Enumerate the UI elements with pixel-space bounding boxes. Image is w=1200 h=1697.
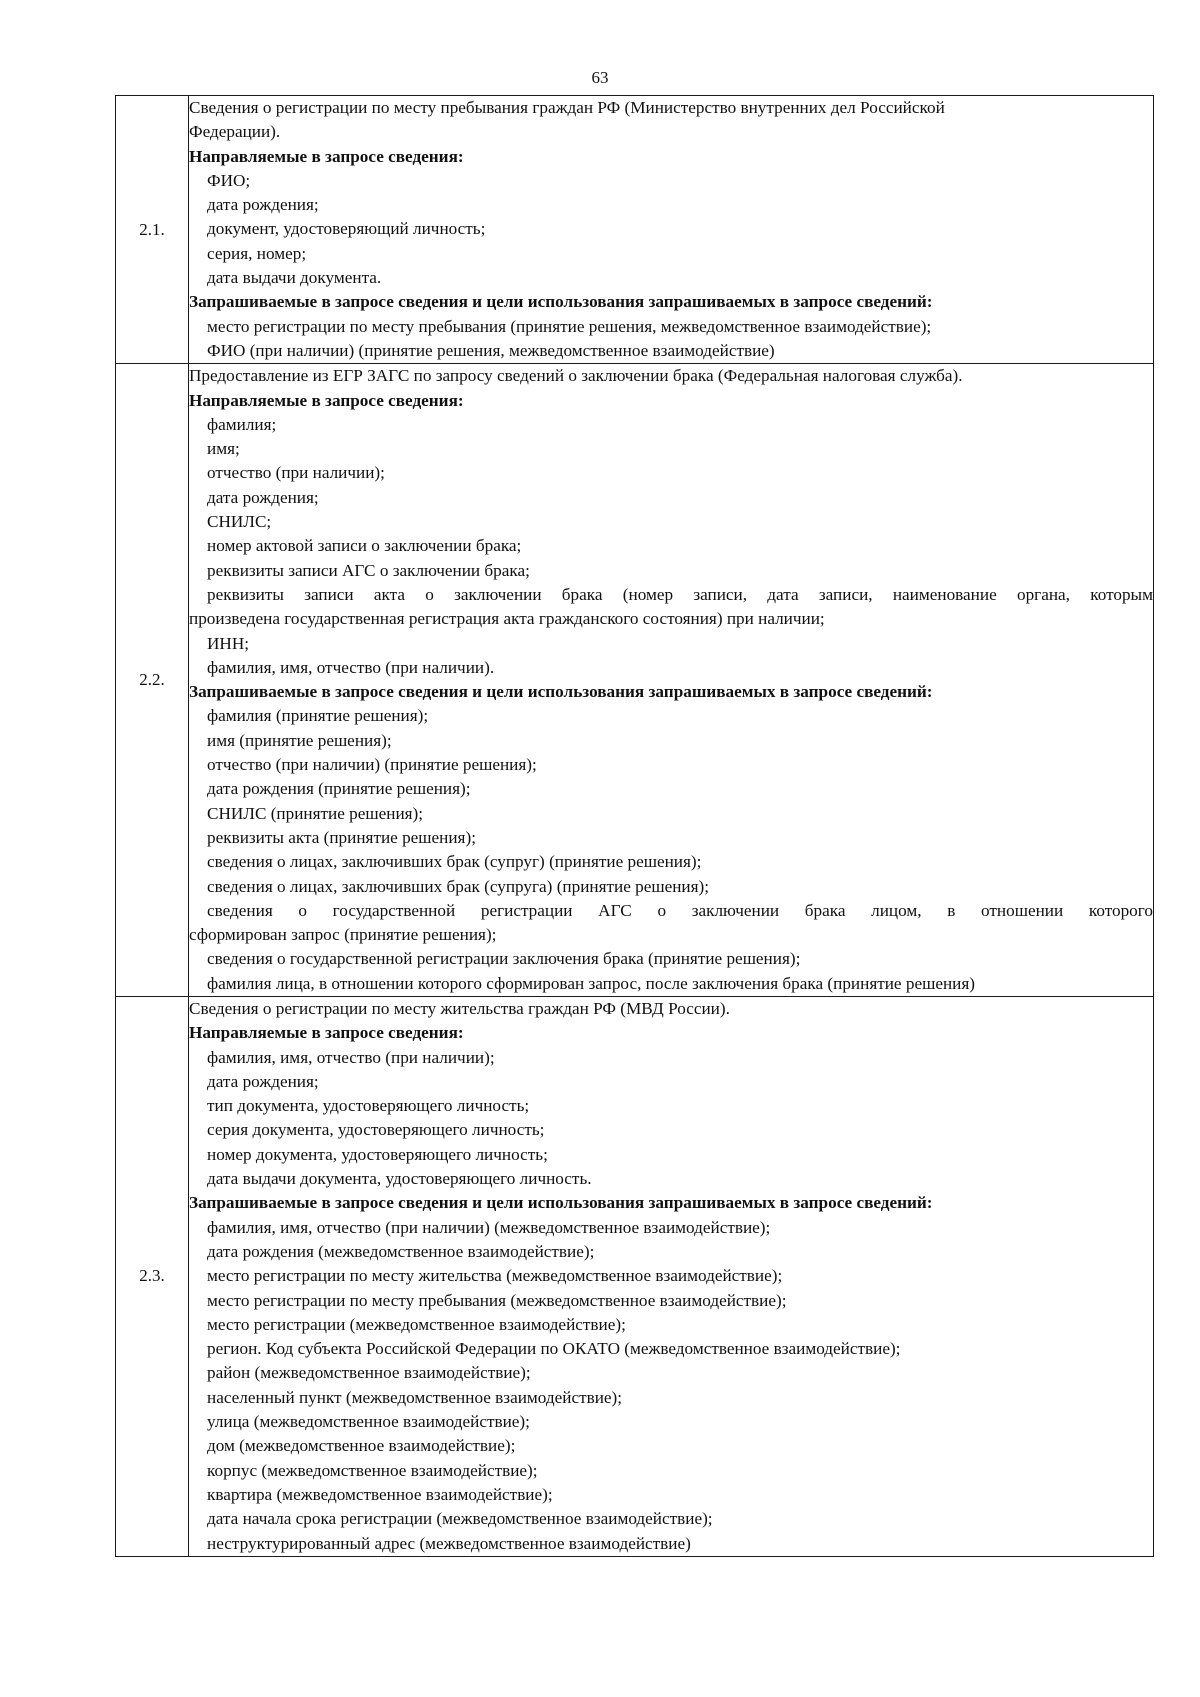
- list-item-continuation: произведена государственная регистрация акта гражданского состояния) при наличии;: [189, 609, 825, 629]
- list-item: дата выдачи документа, удостоверяющего личность.: [207, 1169, 592, 1189]
- list-item: регион. Код субъекта Российской Федерации по ОКАТО (межведомственное взаимодействие);: [207, 1339, 901, 1359]
- list-item: дата рождения;: [207, 195, 319, 215]
- list-item: реквизиты акта (принятие решения);: [207, 827, 476, 847]
- list-item: ИНН;: [207, 633, 250, 653]
- row-content: [189, 996, 1154, 1556]
- list-item: имя (принятие решения);: [207, 730, 392, 750]
- list-item: неструктурированный адрес (межведомственное взаимодействие): [207, 1533, 691, 1553]
- section-heading: Запрашиваемые в запросе сведения и цели использования запрашиваемых в запросе сведений:: [189, 682, 933, 702]
- document-table: [115, 95, 1154, 1557]
- list-item: сведения о лицах, заключивших брак (супруга) (принятие решения);: [207, 876, 710, 896]
- list-item: реквизиты записи акта о заключении брака (номер записи, дата записи, наименование органа, которым: [207, 584, 1153, 604]
- section-heading: Направляемые в запросе сведения:: [189, 390, 464, 410]
- list-item-continuation: сформирован запрос (принятие решения);: [189, 925, 497, 945]
- list-item: улица (межведомственное взаимодействие);: [207, 1412, 530, 1432]
- list-item: СНИЛС;: [207, 512, 272, 532]
- list-item: дом (межведомственное взаимодействие);: [207, 1436, 516, 1456]
- list-item: номер документа, удостоверяющего личность;: [207, 1144, 548, 1164]
- list-item: дата рождения (межведомственное взаимодействие);: [207, 1241, 595, 1261]
- list-item: дата рождения;: [207, 1071, 319, 1091]
- row-number: 2.1.: [116, 96, 189, 364]
- section-heading: Запрашиваемые в запросе сведения и цели использования запрашиваемых в запросе сведений:: [189, 1193, 933, 1213]
- row-content: [189, 96, 1154, 364]
- list-item: фамилия, имя, отчество (при наличии).: [207, 657, 495, 677]
- section-title: Федерации).: [189, 122, 281, 142]
- page-number: 63: [591, 68, 609, 87]
- list-item: отчество (при наличии);: [207, 463, 385, 483]
- list-item: место регистрации по месту пребывания (принятие решения, межведомственное взаимодействие);: [207, 316, 932, 336]
- list-item: тип документа, удостоверяющего личность;: [207, 1096, 530, 1116]
- list-item: место регистрации по месту пребывания (межведомственное взаимодействие);: [207, 1290, 787, 1310]
- list-item: дата выдачи документа.: [207, 268, 382, 288]
- section-heading: Запрашиваемые в запросе сведения и цели использования запрашиваемых в запросе сведений:: [189, 292, 933, 312]
- list-item: имя;: [207, 439, 240, 459]
- list-item: серия документа, удостоверяющего личность;: [207, 1120, 545, 1140]
- list-item: номер актовой записи о заключении брака;: [207, 536, 522, 556]
- list-item: фамилия, имя, отчество (при наличии);: [207, 1047, 495, 1067]
- section-heading: Направляемые в запросе сведения:: [189, 146, 464, 166]
- list-item: дата рождения (принятие решения);: [207, 779, 471, 799]
- list-item: сведения о лицах, заключивших брак (супруг) (принятие решения);: [207, 852, 702, 872]
- list-item: дата рождения;: [207, 487, 319, 507]
- list-item: отчество (при наличии) (принятие решения);: [207, 755, 537, 775]
- list-item: корпус (межведомственное взаимодействие);: [207, 1460, 538, 1480]
- table-row: [116, 996, 1154, 1556]
- list-item: дата начала срока регистрации (межведомственное взаимодействие);: [207, 1509, 713, 1529]
- section-title: Сведения о регистрации по месту жительства граждан РФ (МВД России).: [189, 998, 730, 1018]
- list-item: ФИО;: [207, 170, 251, 190]
- list-item: сведения о государственной регистрации АГС о заключении брака лицом, в отношении которого: [207, 900, 1153, 920]
- row-content: [189, 364, 1154, 997]
- list-item: сведения о государственной регистрации заключения брака (принятие решения);: [207, 949, 801, 969]
- table-row: [116, 96, 1154, 364]
- section-title: Предоставление из ЕГР ЗАГС по запросу сведений о заключении брака (Федеральная налоговая служба).: [189, 366, 963, 386]
- list-item: район (межведомственное взаимодействие);: [207, 1363, 531, 1383]
- list-item: документ, удостоверяющий личность;: [207, 219, 486, 239]
- list-item: серия, номер;: [207, 243, 307, 263]
- list-item: фамилия (принятие решения);: [207, 706, 429, 726]
- section-title: Сведения о регистрации по месту пребывания граждан РФ (Министерство внутренних дел Российской: [189, 98, 945, 117]
- list-item: фамилия лица, в отношении которого сформирован запрос, после заключения брака (принятие решения): [207, 973, 975, 993]
- list-item: населенный пункт (межведомственное взаимодействие);: [207, 1387, 623, 1407]
- section-heading: Направляемые в запросе сведения:: [189, 1023, 464, 1043]
- row-number: 2.3.: [116, 996, 189, 1556]
- list-item: фамилия, имя, отчество (при наличии) (межведомственное взаимодействие);: [207, 1217, 771, 1237]
- list-item: квартира (межведомственное взаимодействие);: [207, 1484, 553, 1504]
- list-item: СНИЛС (принятие решения);: [207, 803, 424, 823]
- list-item: ФИО (при наличии) (принятие решения, межведомственное взаимодействие): [207, 340, 775, 360]
- list-item: место регистрации по месту жительства (межведомственное взаимодействие);: [207, 1266, 783, 1286]
- list-item: фамилия;: [207, 414, 277, 434]
- table-row: [116, 364, 1154, 997]
- list-item: место регистрации (межведомственное взаимодействие);: [207, 1314, 626, 1334]
- row-number: 2.2.: [116, 364, 189, 997]
- list-item: реквизиты записи АГС о заключении брака;: [207, 560, 530, 580]
